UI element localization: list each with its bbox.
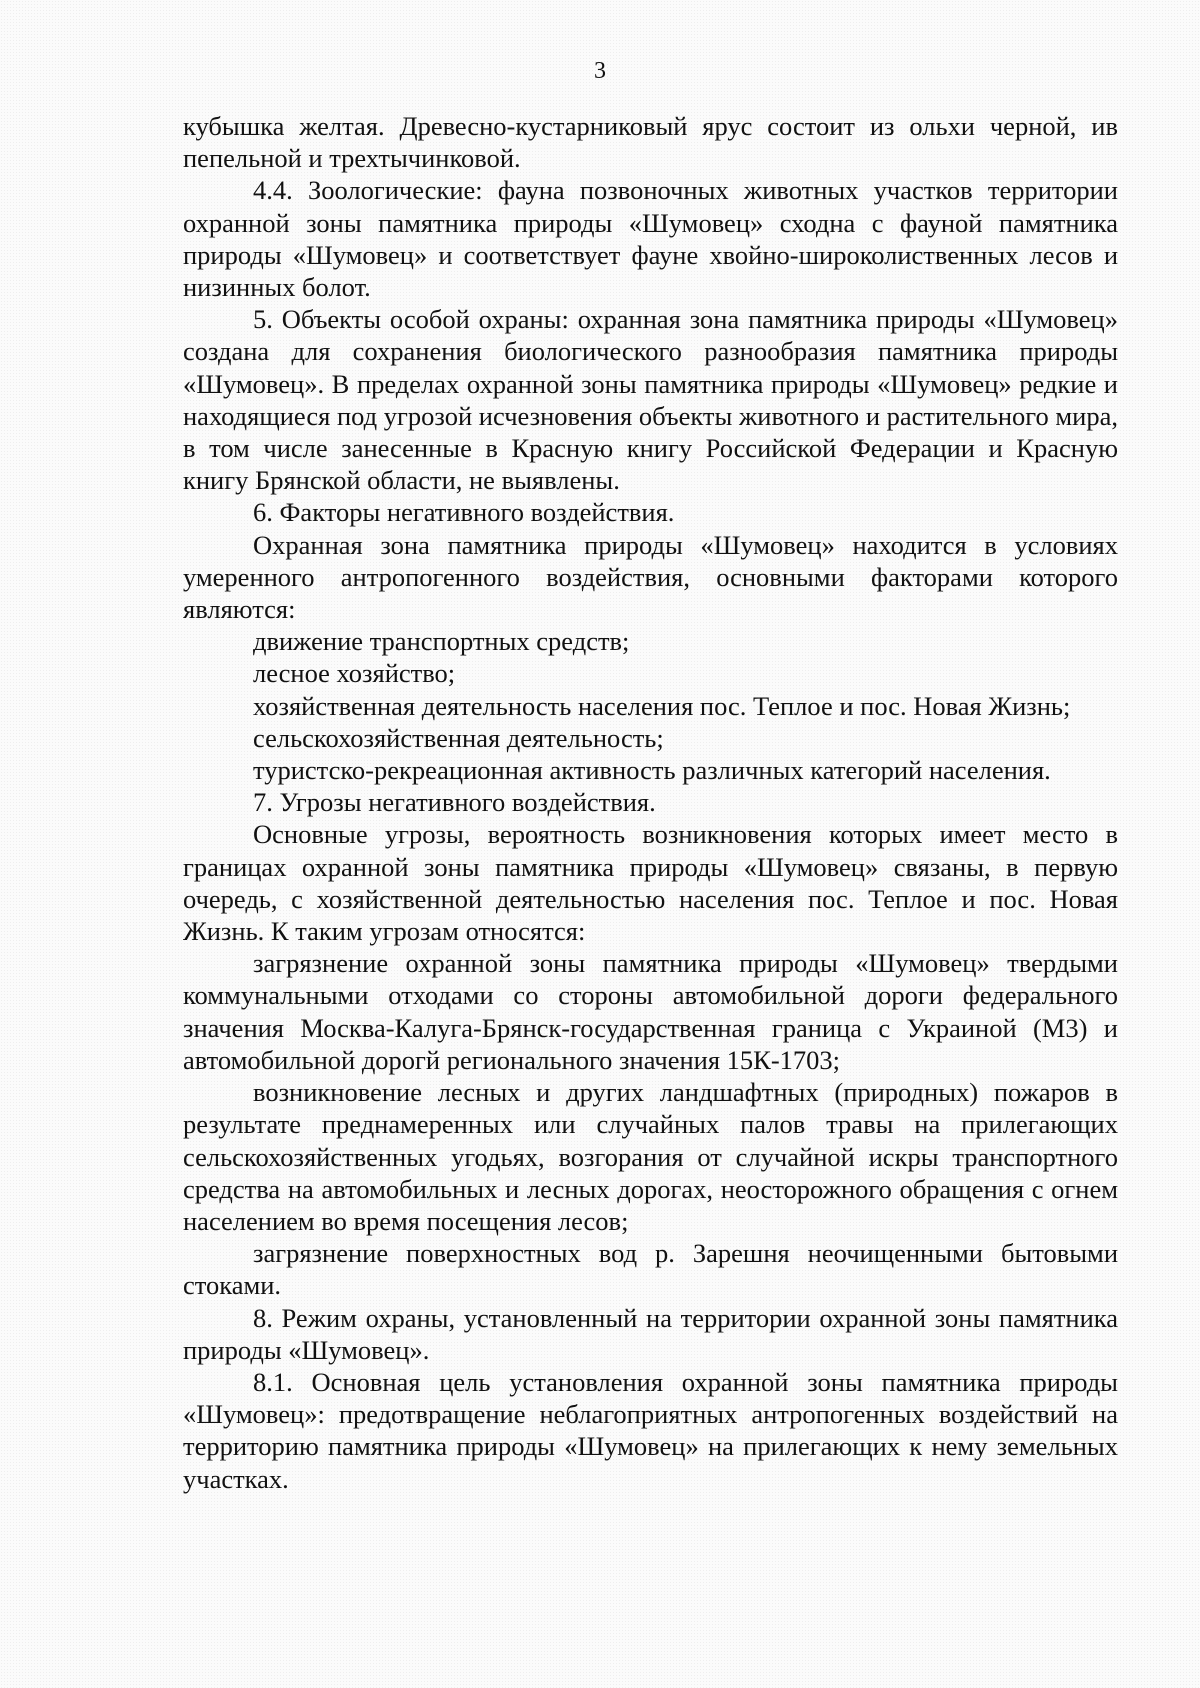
paragraph-continuation: кубышка желтая. Древесно-кустарниковый ярус состоит из ольхи черной, ив пепельной и трехтычинковой. xyxy=(183,111,1118,174)
list-item-factor: туристско-рекреационная активность различных категорий населения. xyxy=(253,755,1051,786)
list-item-factor: хозяйственная деятельность населения пос. Теплое и пос. Новая Жизнь; xyxy=(253,690,1071,721)
list-item-factor: лесное хозяйство; xyxy=(253,658,456,689)
heading-negative-factors: 6. Факторы негативного воздействия. xyxy=(253,497,675,528)
list-item-threat: загрязнение поверхностных вод р. Зарешня неочищенными бытовыми стоками. xyxy=(183,1238,1118,1301)
paragraph-factors-intro: Охранная зона памятника природы «Шумовец» находится в условиях умеренного антропогенного воздействия, основными факторами которого являются: xyxy=(183,529,1118,625)
paragraph-zoological: 4.4. Зоологические: фауна позвоночных животных участков территории охранной зоны памятника природы «Шумовец» сходна с фауной памятника природы «Шумовец» и соответствует фауне хвойно-широколиственных лесов и низинных болот. xyxy=(183,175,1118,303)
list-item-threat: загрязнение охранной зоны памятника природы «Шумовец» твердыми коммунальными отходами со стороны автомобильной дороги федерального значения Москва-Калуга-Брянск-государственная граница с Украиной (М3) и автомобильной дорогй регионального значения 15К-1703; xyxy=(183,948,1118,1075)
list-item-threat: возникновение лесных и других ландшафтных (природных) пожаров в результате преднамеренных или случайных палов травы на прилегающих сельскохозяйственных угодьях, возгорания от случайной искры транспортного средства на автомобильных и лесных дорогах, неосторожного обращения с огнем населением во время посещения лесов; xyxy=(183,1077,1118,1236)
list-item-factor: сельскохозяйственная деятельность; xyxy=(253,722,664,753)
document-body xyxy=(183,110,1118,1495)
heading-threats: 7. Угрозы негативного воздействия. xyxy=(253,787,656,818)
page-number: 3 xyxy=(594,58,606,84)
paragraph-protected-objects: 5. Объекты особой охраны: охранная зона памятника природы «Шумовец» создана для сохранения биологического разнообразия памятника природы «Шумовец». В пределах охранной зоны памятника природы «Шумовец» редкие и находящиеся под угрозой исчезновения объекты животного и растительного мира, в том числе занесенные в Красную книгу Российской Федерации и Красную книгу Брянской области, не выявлены. xyxy=(183,304,1118,496)
paragraph-protection-goal: 8.1. Основная цель установления охранной зоны памятника природы «Шумовец»: предотвращение неблагоприятных антропогенных воздействий на территорию памятника природы «Шумовец» на прилегающих к нему земельных участках. xyxy=(183,1366,1118,1494)
paragraph-threats-intro: Основные угрозы, вероятность возникновения которых имеет место в границах охранной зоны памятника природы «Шумовец» связаны, в первую очередь, с хозяйственной деятельностью населения пос. Теплое и пос. Новая Жизнь. К таким угрозам относятся: xyxy=(183,819,1118,947)
heading-protection-regime: 8. Режим охраны, установленный на территории охранной зоны памятника природы «Шумовец». xyxy=(183,1302,1118,1365)
list-item-factor: движение транспортных средств; xyxy=(253,626,630,657)
